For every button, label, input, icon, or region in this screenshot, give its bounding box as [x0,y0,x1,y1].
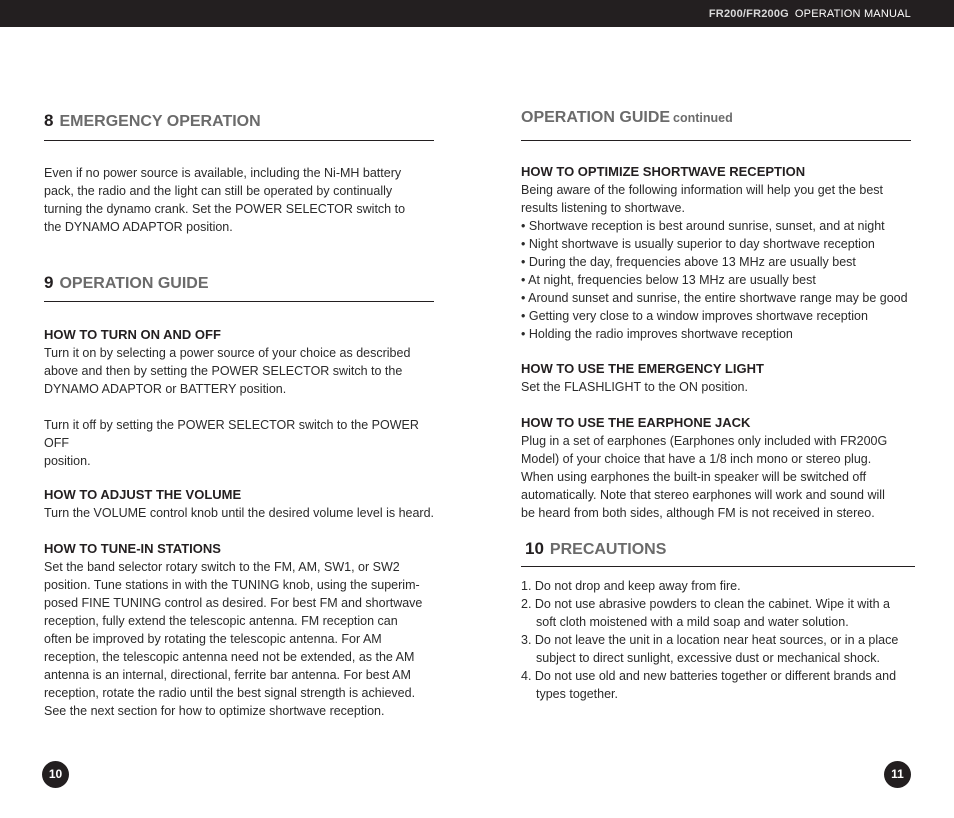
section-8-rule [44,140,434,141]
precaution-item: 2. Do not use abrasive powders to clean the cabinet. Wipe it with a soft cloth moistened with a mild soap and water solution. [521,597,890,629]
bullet-item: • At night, frequencies below 13 MHz are usually best [521,271,915,289]
onoff-paragraph-2: Turn it off by setting the POWER SELECTOR switch to the POWER OFF position. [44,418,419,468]
guide-continued-title [521,109,733,127]
section-9-label: OPERATION GUIDE [59,275,209,292]
onoff-paragraph-1: Turn it on by selecting a power source of your choice as described above and then by setting the POWER SELECTOR switch to the DYNAMO ADAPTOR or BATTERY position. [44,346,411,396]
section-10-label: PRECAUTIONS [549,541,667,558]
section-8-title [44,111,261,131]
guide-continued-label: continued [673,111,733,125]
section-8-body [44,164,436,236]
volume-heading: HOW TO ADJUST THE VOLUME [44,487,242,502]
bullet-item: • Shortwave reception is best around sunrise, sunset, and at night [521,217,915,235]
bullet-item: • Getting very close to a window improves shortwave reception [521,307,915,325]
section-10-rule [521,566,915,567]
header-manual: OPERATION MANUAL [794,8,911,20]
section-9-number: 9 [44,273,54,292]
light-heading: HOW TO USE THE EMERGENCY LIGHT [521,361,764,376]
earphone-paragraph: Plug in a set of earphones (Earphones only included with FR200G Model) of your choice that have a 1/8 inch mono or stereo plug. When using earphones the built-in speaker will be switched off automatically. Note that stereo earphones will work and sound will be heard from both sides, although FM is not received in stereo. [521,434,888,520]
header-text [709,8,911,20]
precaution-item: 1. Do not drop and keep away from fire. [521,579,741,593]
precaution-item: 3. Do not leave the unit in a location near heat sources, or in a place subject to direct sunlight, excessive dust or mechanical shock. [521,633,899,665]
volume-paragraph: Turn the VOLUME control knob until the desired volume level is heard. [44,506,435,520]
guide-title-label: OPERATION GUIDE [521,109,671,126]
tune-heading: HOW TO TUNE-IN STATIONS [44,541,221,556]
bullet-item: • Night shortwave is usually superior to day shortwave reception [521,235,915,253]
bullet-item: • During the day, frequencies above 13 MHz are usually best [521,253,915,271]
precautions-body [521,577,913,703]
page-number-right: 11 [884,761,911,788]
right-body [521,163,915,522]
header-model: FR200/FR200G [708,8,789,20]
guide-rule [521,140,911,141]
bullet-item: • Holding the radio improves shortwave reception [521,325,915,343]
emergency-paragraph: Even if no power source is available, including the Ni-MH battery pack, the radio and the light can still be operated by continually turning the dynamo crank. Set the POWER SELECTOR switch to the DYNAMO ADAPTOR position. [44,166,406,234]
bullet-item: • Around sunset and sunrise, the entire shortwave range may be good [521,289,915,307]
section-10-title [525,539,666,559]
section-8-label: EMERGENCY OPERATION [59,113,261,130]
section-8-number: 8 [44,111,54,130]
shortwave-heading: HOW TO OPTIMIZE SHORTWAVE RECEPTION [521,164,806,179]
light-paragraph: Set the FLASHLIGHT to the ON position. [521,380,748,394]
precautions-list [521,577,913,703]
shortwave-bullets [521,217,915,343]
section-9-body [44,326,436,720]
section-9-title [44,273,209,293]
header-bar [0,0,954,27]
page-number-left: 10 [42,761,69,788]
shortwave-intro: Being aware of the following information will help you get the best results listening to shortwave. [521,183,884,215]
earphone-heading: HOW TO USE THE EARPHONE JACK [521,415,751,430]
section-10-number: 10 [525,539,544,558]
tune-paragraph: Set the band selector rotary switch to the FM, AM, SW1, or SW2 position. Tune stations in with the TUNING knob, using the superim- posed FINE TUNING control as desired. For best FM and shortwave reception, fully extend the telescopic antenna. FM reception can often be improved by rotating the telescopic antenna. For AM reception, the telescopic antenna need not be extended, as the AM antenna is an internal, directional, ferrite bar antenna. For best AM reception, rotate the radio until the best signal strength is achieved. See the next section for how to optimize shortwave reception. [44,560,423,718]
onoff-heading: HOW TO TURN ON AND OFF [44,327,221,342]
precaution-item: 4. Do not use old and new batteries together or different brands and types together. [521,669,897,701]
section-9-rule [44,301,434,302]
